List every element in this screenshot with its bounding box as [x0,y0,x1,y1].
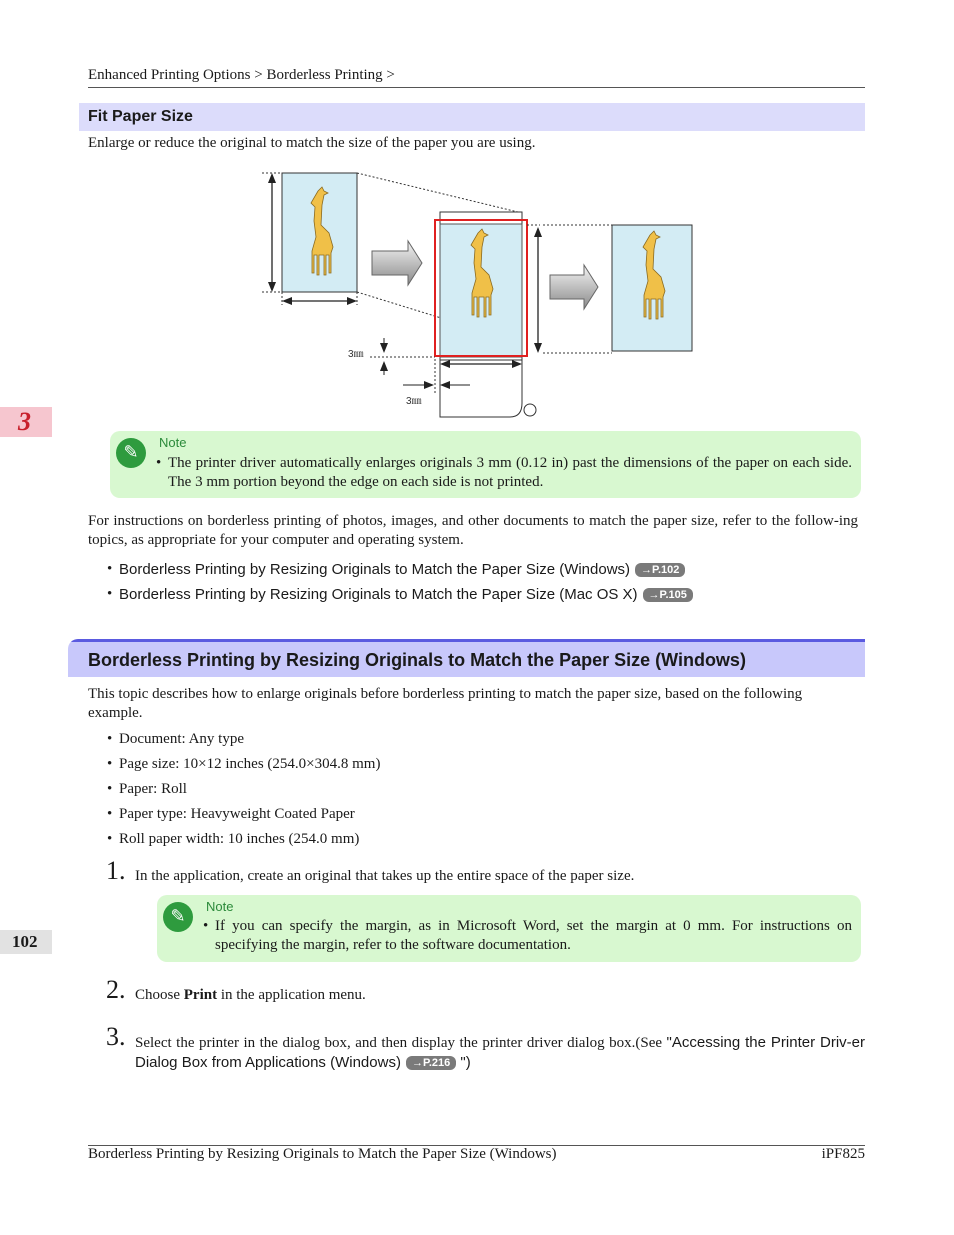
footer-model: iPF825 [821,1146,865,1162]
step-text [135,1033,865,1073]
chapter-tab [0,407,52,437]
cross-reference-link[interactable]: "Accessing the Printer Driv-er Dialog Box from Applications (Windows) [135,1034,865,1071]
footer-title: Borderless Printing by Resizing Originals to Match the Paper Size (Windows) [88,1146,557,1162]
page-number-tab [0,930,52,954]
menu-name-print: Print [183,987,218,1003]
header-rule [88,87,865,88]
note-text: • If you can specify the margin, as in Microsoft Word, set the margin at 0 mm. For instructions on specifying the margin, refer to the software documentation. [215,917,852,955]
note-label: Note [206,899,234,914]
page-ref-badge[interactable]: →P.105 [643,588,693,602]
pencil-icon: ✎ [163,902,193,932]
section-intro: Enlarge or reduce the original to match the size of the paper you are using. [88,135,536,151]
note-box [110,431,861,498]
breadcrumb: Enhanced Printing Options > Borderless Printing > [88,67,395,83]
list-item: • Document: Any type [119,731,244,748]
section-heading-windows [68,639,865,677]
list-item: • Paper: Roll [119,781,187,798]
list-item: • Page size: 10×12 inches (254.0×304.8 mm) [119,756,380,773]
link-text[interactable]: Borderless Printing by Resizing Originals to Match the Paper Size (Windows) [119,561,631,578]
step-number: 3. [106,1022,126,1051]
figure-label-3mm-vertical: 3㎜ [348,349,364,360]
step-text-part: in the application menu. [217,987,366,1003]
chapter-number: 3 [18,407,31,436]
step-number: 2. [106,975,126,1004]
step-text-part: ") [456,1054,471,1071]
list-item: • Paper type: Heavyweight Coated Paper [119,806,355,823]
step-number: 1. [106,856,126,885]
page-ref-badge[interactable]: →P.102 [635,563,685,577]
section-title: Borderless Printing by Resizing Originals to Match the Paper Size (Windows) [88,650,746,670]
section-intro: This topic describes how to enlarge originals before borderless printing to match the paper size, based on the following example. [88,686,803,721]
note-box [157,895,861,962]
step-text [135,986,366,1005]
link-text[interactable]: Borderless Printing by Resizing Originals to Match the Paper Size (Mac OS X) [119,586,638,603]
note-text: • The printer driver automatically enlarges originals 3 mm (0.12 in) past the dimensions of the paper on each side. The 3 mm portion beyond the edge on each side is not printed. [168,454,852,492]
figure-label-3mm-horizontal: 3㎜ [406,396,422,407]
section-heading-fit-paper-size [79,103,865,131]
instructions-paragraph: For instructions on borderless printing of photos, images, and other documents to match the paper size, refer to the follow-ing topics, as appropriate for your computer and operating system. [88,513,858,548]
step-text-part: Select the printer in the dialog box, and then display the printer driver dialog box.(See [135,1035,667,1051]
link-item[interactable] [119,561,685,578]
page-ref-badge[interactable]: →P.216 [406,1056,456,1070]
fit-paper-size-figure [260,165,710,423]
link-item[interactable] [119,586,693,603]
list-item: • Roll paper width: 10 inches (254.0 mm) [119,831,359,848]
note-label: Note [159,435,187,450]
page-number: 102 [12,932,38,951]
step-text-part: Choose [135,987,184,1003]
section-title: Fit Paper Size [88,108,193,125]
step-text: In the application, create an original that takes up the entire space of the paper size. [135,868,635,884]
pencil-icon: ✎ [116,438,146,468]
